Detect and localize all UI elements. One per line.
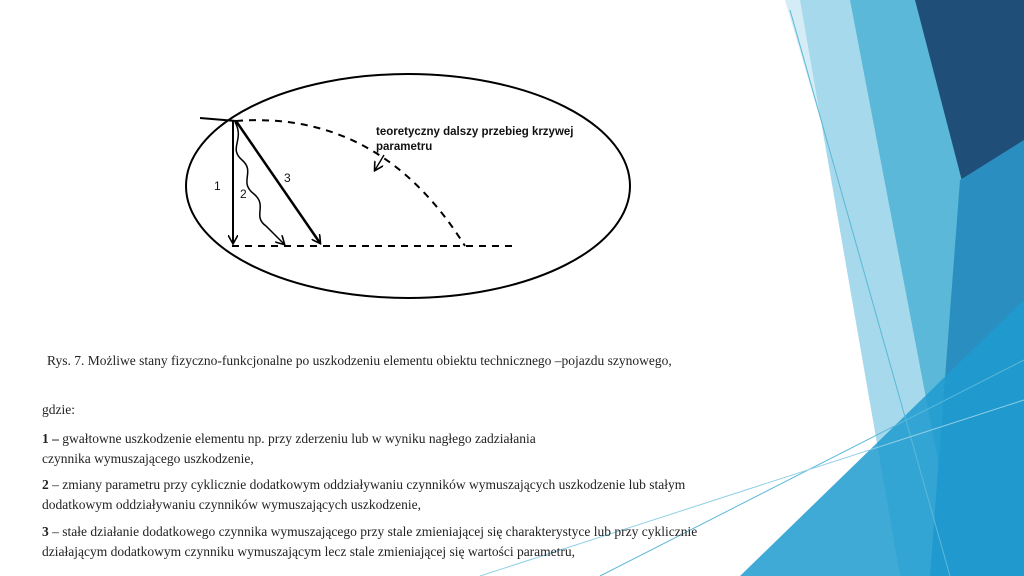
legend-item-2-text: – zmiany parametru przy cyklicznie dodatkowym oddziaływaniu czynników wymuszających uszkodzenie lub stałym — [48, 477, 686, 492]
annotation-line-1: teoretyczny dalszy przebieg krzywej — [376, 126, 574, 138]
figure-caption: Rys. 7. Możliwe stany fizyczno-funkcjonalne po uszkodzeniu elementu obiektu technicznego –pojazdu szynowego, — [47, 353, 672, 368]
label-2: 2 — [240, 187, 247, 201]
legend-item-2 — [42, 475, 802, 515]
legend-item-1-text-cont: czynnika wymuszającego uszkodzenie, — [42, 451, 254, 466]
legend-heading: gdzie: — [42, 402, 75, 417]
legend-item-1 — [42, 429, 802, 469]
legend-item-3-text-cont: działającym dodatkowym czynniku wymuszającym lecz stale zmieniającej się wartości parametru, — [42, 544, 576, 559]
diagram-ellipse — [186, 74, 630, 298]
legend-item-3-text: – stałe działanie dodatkowego czynnika wymuszającego przy stale zmieniającej się charakterystyce lub przy cyklicznie — [48, 524, 698, 539]
annotation-pointer — [375, 155, 384, 170]
legend-item-3 — [42, 522, 802, 562]
annotation-line-2: parametru — [376, 141, 433, 153]
legend-item-1-text: gwałtowne uszkodzenie elementu np. przy zderzeniu lub w wyniku nagłego zadziałania — [58, 431, 536, 446]
legend-item-2-text-cont: dodatkowym oddziaływaniu czynników wymuszających uszkodzenie, — [42, 497, 422, 512]
label-3: 3 — [284, 171, 291, 185]
legend-item-3-number: 3 — [42, 524, 49, 539]
theoretical-curve-dashed — [236, 120, 465, 246]
legend-item-1-number: 1 – — [42, 431, 59, 446]
arrow-2-wavy — [235, 122, 284, 244]
arrow-3 — [236, 121, 320, 243]
label-1: 1 — [214, 179, 221, 193]
legend-item-2-number: 2 — [42, 477, 49, 492]
